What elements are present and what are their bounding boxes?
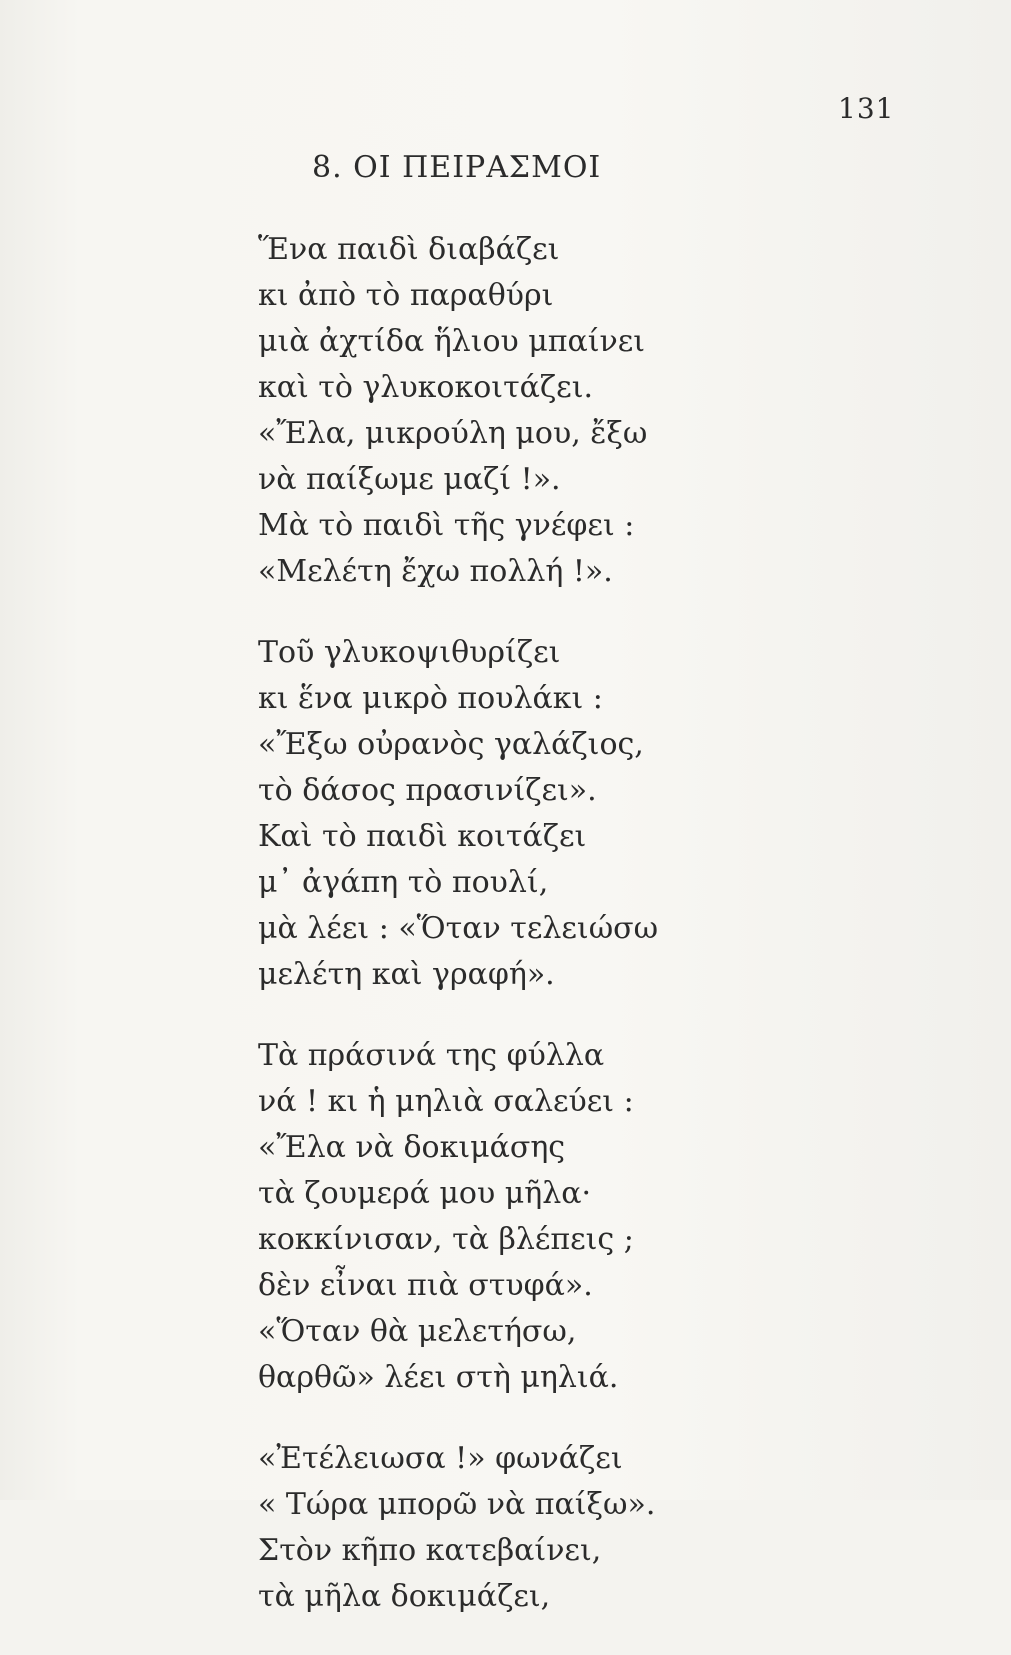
verse: μελέτη καὶ γραφή». [258,957,555,992]
verse: τὸ δάσος πρασινίζει». [258,773,597,808]
poem-title: 8. ΟΙ ΠΕΙΡΑΣΜΟΙ [312,150,602,185]
stanza-4 [258,1436,658,1620]
verse: νά ! κι ἡ μηλιὰ σαλεύει : [258,1084,634,1119]
verse: «Ὅταν θὰ μελετήσω, [258,1314,577,1349]
verse: Στὸν κῆπο κατεβαίνει, [258,1533,602,1568]
verse: Τὰ πράσινά της φύλλα [258,1038,605,1073]
verse: Ἕνα παιδὶ διαβάζει [258,232,560,267]
verse: μ᾽ ἀγάπη τὸ πουλί, [258,865,549,900]
verse: κι ἕνα μικρὸ πουλάκι : [258,681,603,716]
stanza-3 [258,1033,658,1401]
verse: Μὰ τὸ παιδὶ τῆς γνέφει : [258,508,635,543]
verse: «Μελέτη ἔχω πολλή !». [258,554,613,589]
poem-body [258,227,658,1655]
verse: «Ἐτέλειωσα !» φωνάζει [258,1441,623,1476]
verse: τὰ μῆλα δοκιμάζει, [258,1579,551,1614]
stanza-1 [258,227,658,595]
verse: μιὰ ἀχτίδα ἥλιου μπαίνει [258,324,646,359]
verse: κοκκίνισαν, τὰ βλέπεις ; [258,1222,634,1257]
verse: « Τώρα μπορῶ νὰ παίξω». [258,1487,656,1522]
verse: κι ἀπὸ τὸ παραθύρι [258,278,554,313]
verse: νὰ παίξωμε μαζί !». [258,462,561,497]
stanza-2 [258,630,658,998]
verse: μὰ λέει : «Ὅταν τελειώσω [258,911,659,946]
verse: Καὶ τὸ παιδὶ κοιτάζει [258,819,587,854]
page-number: 131 [838,92,895,125]
verse: «Ἔλα, μικρούλη μου, ἔξω [258,416,648,451]
verse: «Ἔξω οὐρανὸς γαλάζιος, [258,727,644,762]
verse: δὲν εἶναι πιὰ στυφά». [258,1268,593,1303]
verse: καὶ τὸ γλυκοκοιτάζει. [258,370,594,405]
verse: τὰ ζουμερά μου μῆλα· [258,1176,592,1211]
verse: «Ἔλα νὰ δοκιμάσης [258,1130,566,1165]
verse: Τοῦ γλυκοψιθυρίζει [258,635,561,670]
verse: θαρθῶ» λέει στὴ μηλιά. [258,1360,619,1395]
